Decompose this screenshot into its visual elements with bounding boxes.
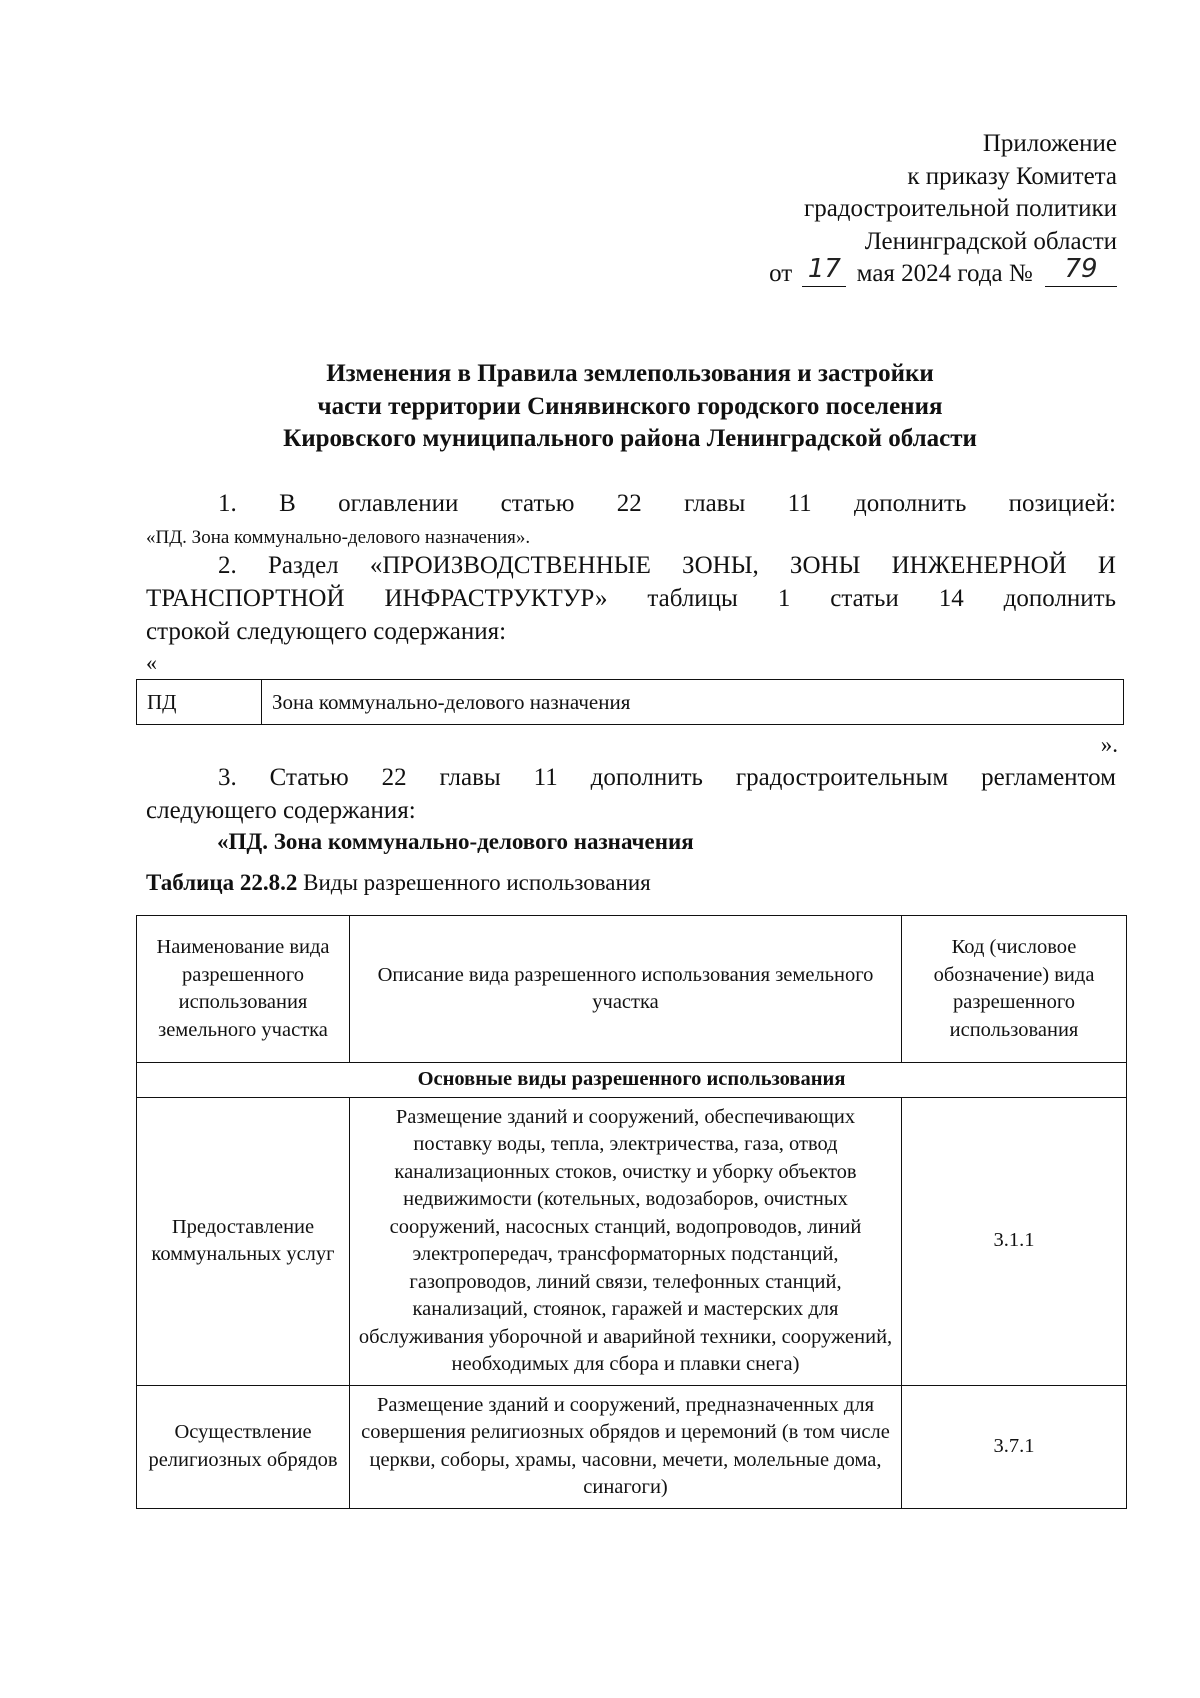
header-description: Описание вида разрешенного использования земельного участка [350,916,902,1063]
day-blank [802,254,846,287]
zone-heading: «ПД. Зона коммунально-делового назначения [217,829,694,854]
paragraph-2-line-2: ТРАНСПОРТНОЙ ИНФРАСТРУКТУР» таблицы 1 статьи 14 дополнить [146,585,1116,612]
date-prefix: от [769,260,793,287]
caption-text: Виды разрешенного использования [297,870,651,895]
handwritten-number: 79 [1064,254,1098,284]
use-name: Осуществление религиозных обрядов [137,1385,350,1508]
title-line-1: Изменения в Правила землепользования и застройки [326,360,934,387]
document-title [0,358,1200,456]
zone-code: ПД [137,680,262,725]
table-row [137,1385,1127,1508]
header-code: Код (числовое обозначение) вида разрешенного использования [902,916,1127,1063]
paragraph-3-line-1: 3. Статью 22 главы 11 дополнить градостроительным регламентом [218,764,1116,791]
zone-name: Зона коммунально-делового назначения [262,680,1124,725]
table-row [137,1097,1127,1385]
zone-row-table [136,679,1124,725]
permitted-use-table [136,915,1127,1509]
use-code: 3.1.1 [902,1097,1127,1385]
number-blank [1045,254,1117,287]
use-name: Предоставление коммунальных услуг [137,1097,350,1385]
paragraph-2-line-3: строкой следующего содержания: [146,618,507,645]
section-row [137,1063,1127,1098]
approval-line-3: градостроительной политики [803,195,1117,222]
approval-line-1: Приложение [982,130,1117,157]
paragraph-3-line-2: следующего содержания: [146,797,416,824]
table-caption [146,870,651,896]
header-row [137,916,1127,1063]
use-code: 3.7.1 [902,1385,1127,1508]
use-description: Размещение зданий и сооружений, предназначенных для совершения религиозных обрядов и церемоний (в том числе церкви, соборы, храмы, часовни, мечети, молельные дома, синагоги) [350,1385,902,1508]
paragraph-2-line-1: 2. Раздел «ПРОИЗВОДСТВЕННЫЕ ЗОНЫ, ЗОНЫ ИНЖЕНЕРНОЙ И [218,552,1116,579]
paragraph-1-line-1: 1. В оглавлении статью 22 главы 11 дополнить позицией: [218,490,1116,517]
paragraph-1-line-2: «ПД. Зона коммунально-делового назначения». [146,527,531,548]
date-middle: мая 2024 года № [856,260,1033,287]
approval-line-2: к приказу Комитета [907,162,1117,190]
title-line-3: Кировского муниципального района Ленинградской области [283,425,977,452]
quote-close: ». [1100,732,1118,757]
approval-date-line [769,254,1117,291]
approval-block [769,128,1117,291]
section-title: Основные виды разрешенного использования [137,1063,1127,1098]
caption-number: Таблица 22.8.2 [146,870,298,895]
header-name: Наименование вида разрешенного использования земельного участка [137,916,350,1063]
quote-open: « [146,650,157,675]
use-description: Размещение зданий и сооружений, обеспечивающих поставку воды, тепла, электричества, газа, отвод канализационных стоков, очистку и уборку объектов недвижимости (котельных, водозаборов, очистных сооружений, насосных станций, водопроводов, линий электропередач, трансформаторных подстанций, газопроводов, линий связи, телефонных станций, канализаций, стоянок, гаражей и мастерских для обслуживания уборочной и аварийной техники, сооружений, необходимых для сбора и плавки снега) [350,1097,902,1385]
zone-row [137,680,1124,725]
title-line-2: части территории Синявинского городского поселения [317,392,943,420]
handwritten-day: 17 [807,254,841,284]
approval-line-4: Ленинградской области [864,227,1117,255]
